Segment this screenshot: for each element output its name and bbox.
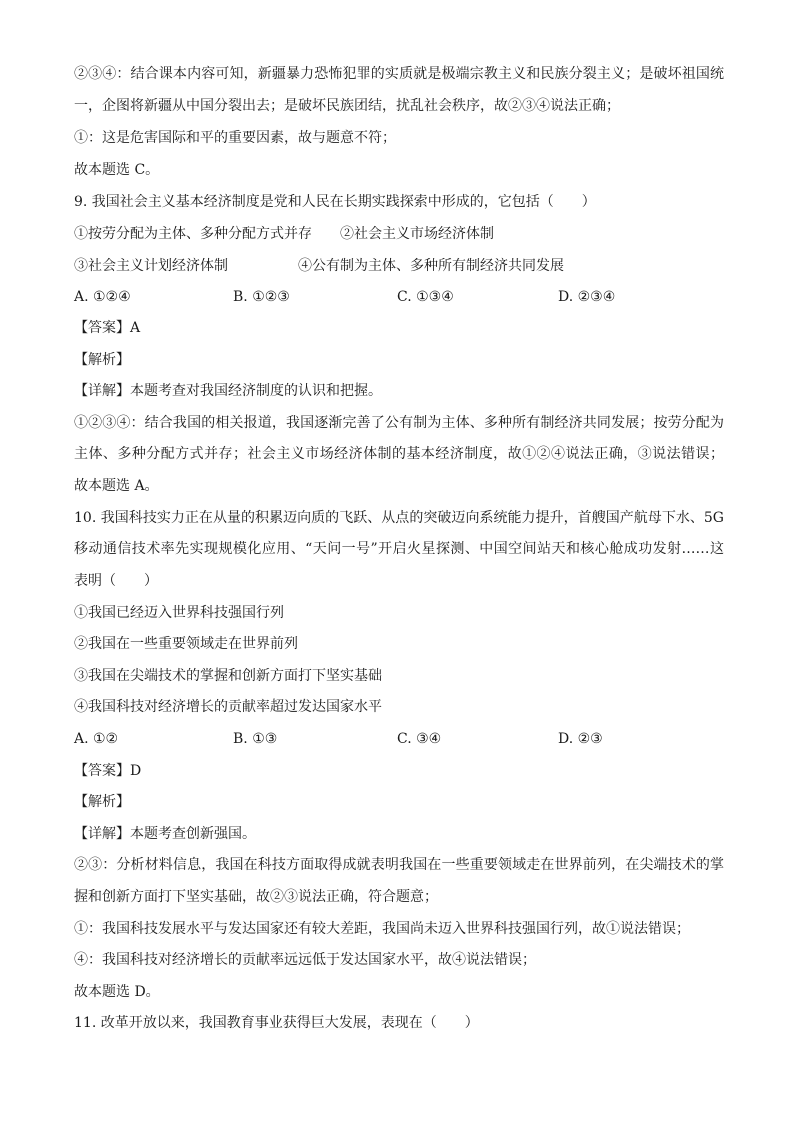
- q9-option-c: C. ①③④: [397, 289, 454, 305]
- question-10-statement: ②我国在一些重要领域走在世界前列: [74, 636, 298, 652]
- question-10-stem: 10. 我国科技实力正在从量的积累迈向质的飞跃、从点的突破迈向系统能力提升，首艘国产航母下水、5G: [74, 510, 724, 526]
- q10-option-a: A. ①②: [74, 731, 119, 747]
- question-10-statement: ③我国在尖端技术的掌握和创新方面打下坚实基础: [74, 668, 382, 684]
- question-10-statement: ④我国科技对经济增长的贡献率超过发达国家水平: [74, 699, 382, 715]
- text-line: 握和创新方面打下坚实基础，故②③说法正确，符合题意；: [74, 889, 438, 905]
- q9-option-d: D. ②③④: [558, 289, 616, 305]
- question-11-stem: 11. 改革开放以来，我国教育事业获得巨大发展，表现在（ ）: [74, 1015, 479, 1031]
- text-line: 一，企图将新疆从中国分裂出去；是破坏民族团结，扰乱社会秩序，故②③④说法正确；: [74, 98, 620, 114]
- text-line: ①：这是危害国际和平的重要因素，故与题意不符；: [74, 130, 396, 146]
- question-10-stem: 表明（ ）: [74, 573, 158, 589]
- answer-label: 【答案】D: [74, 763, 142, 779]
- text-line: ①②③④：结合我国的相关报道，我国逐渐完善了公有制为主体、多种所有制经济共同发展；按劳分配为: [74, 415, 724, 431]
- text-line: 故本题选 A。: [74, 478, 159, 494]
- text-line: 故本题选 D。: [74, 984, 160, 1000]
- analysis-label: 【解析】: [74, 794, 130, 810]
- text-line: ①：我国科技发展水平与发达国家还有较大差距，我国尚未迈入世界科技强国行列，故①说法错误；: [74, 921, 690, 937]
- question-9-statement: ③社会主义计划经济体制 ④公有制为主体、多种所有制经济共同发展: [74, 258, 564, 274]
- question-10-stem: 移动通信技术率先实现规模化应用、“天问一号”开启火星探测、中国空间站天和核心舱成功发射……这: [74, 541, 724, 557]
- question-9-stem: 9. 我国社会主义基本经济制度是党和人民在长期实践探索中形成的，它包括（ ）: [74, 194, 596, 210]
- q9-option-a: A. ①②④: [74, 289, 131, 305]
- analysis-label: 【解析】: [74, 352, 130, 368]
- q9-option-b: B. ①②③: [233, 289, 290, 305]
- q10-option-d: D. ②③: [558, 731, 603, 747]
- text-line: 主体、多种分配方式并存；社会主义市场经济体制的基本经济制度，故①②④说法正确，③说法错误；: [74, 446, 724, 462]
- answer-label: 【答案】A: [74, 320, 141, 336]
- text-line: 故本题选 C。: [74, 162, 160, 178]
- question-10-statement: ①我国已经迈入世界科技强国行列: [74, 605, 284, 621]
- detail-line: 【详解】本题考查创新强国。: [74, 826, 256, 842]
- detail-line: 【详解】本题考查对我国经济制度的认识和把握。: [74, 383, 382, 399]
- question-9-statement: ①按劳分配为主体、多种分配方式并存 ②社会主义市场经济体制: [74, 226, 494, 242]
- q10-option-c: C. ③④: [397, 731, 442, 747]
- text-line: ②③④：结合课本内容可知，新疆暴力恐怖犯罪的实质就是极端宗教主义和民族分裂主义；是破坏祖国统: [74, 66, 724, 82]
- text-line: ②③：分析材料信息，我国在科技方面取得成就表明我国在一些重要领域走在世界前列，在尖端技术的掌: [74, 857, 724, 873]
- q10-option-b: B. ①③: [233, 731, 278, 747]
- text-line: ④：我国科技对经济增长的贡献率远远低于发达国家水平，故④说法错误；: [74, 952, 536, 968]
